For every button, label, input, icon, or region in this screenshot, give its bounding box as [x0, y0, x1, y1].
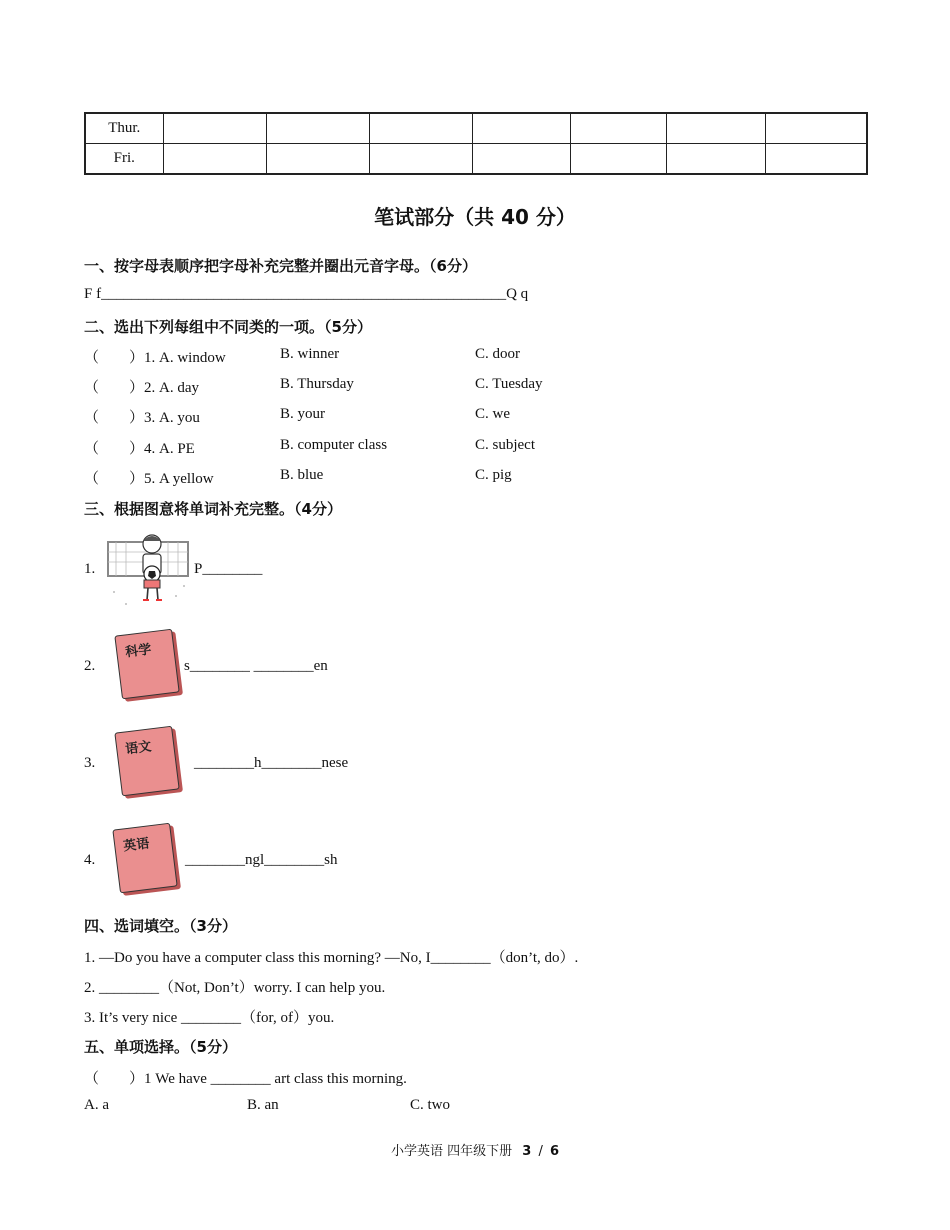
table-row: [85, 113, 867, 144]
option-b: B. blue: [280, 467, 324, 483]
fill-word: ________h________nese: [194, 755, 349, 771]
fill-word: s________ ________en: [184, 658, 328, 674]
option-b: B. winner: [280, 346, 340, 362]
option-c: C. door: [475, 346, 520, 362]
choice-question: （ ）1 We have ________ art class this morning.: [84, 1071, 407, 1087]
option-c: C. subject: [475, 437, 535, 453]
book-label: 科学: [124, 642, 153, 661]
option-b: B. computer class: [280, 437, 388, 453]
question-stem: （ ）2. A. day: [84, 380, 199, 396]
picture-item-number: 1.: [84, 561, 96, 577]
table-cell-day: Fri.: [85, 144, 163, 175]
option-c: C. we: [475, 406, 510, 422]
picture-item-number: 3.: [84, 755, 96, 771]
fill-sentence: 3. It’s very nice ________（for, of）you.: [84, 1010, 335, 1026]
table-cell: [266, 113, 369, 144]
table-cell: [666, 144, 765, 175]
option-b: B. Thursday: [280, 376, 354, 392]
question-stem: （ ）5. A yellow: [84, 471, 214, 487]
option-b: B. an: [247, 1097, 279, 1113]
question-stem: （ ）1. A. window: [84, 350, 226, 366]
table-cell: [765, 113, 867, 144]
picture-item-number: 4.: [84, 852, 96, 868]
option-c: C. Tuesday: [475, 376, 543, 392]
table-cell: [266, 144, 369, 175]
option-c: C. pig: [475, 467, 512, 483]
table-cell: [570, 144, 666, 175]
alphabet-fill-line: F f______________________________________________________Q q: [84, 286, 529, 302]
english-book-icon: [112, 823, 177, 894]
section-3-heading: 三、根据图意将单词补充完整。（4分）: [84, 500, 342, 518]
page-footer: [0, 1140, 950, 1159]
book-label: 英语: [122, 836, 151, 855]
table-cell: [472, 113, 570, 144]
section-4-heading: 四、选词填空。（3分）: [84, 917, 237, 935]
section-5-heading: 五、单项选择。（5分）: [84, 1038, 237, 1056]
football-boy-icon: [106, 530, 192, 608]
table-cell: [369, 113, 472, 144]
page-number: 3: [522, 1144, 532, 1159]
fill-word: ________ngl________sh: [185, 852, 338, 868]
fill-sentence: 2. ________（Not, Don’t）worry. I can help you.: [84, 980, 386, 996]
page-total: 6: [549, 1144, 560, 1159]
book-label: 语文: [124, 739, 153, 758]
table-cell: [570, 113, 666, 144]
page-separator: /: [538, 1144, 543, 1159]
question-stem: （ ）3. A. you: [84, 410, 200, 426]
option-c: C. two: [410, 1097, 451, 1113]
table-cell-day: Thur.: [85, 113, 163, 144]
table-cell: [163, 113, 266, 144]
picture-item-number: 2.: [84, 658, 96, 674]
footer-text: 小学英语 四年级下册: [390, 1144, 513, 1159]
fill-sentence: 1. —Do you have a computer class this morning? —No, I________（don’t, do）.: [84, 950, 579, 966]
schedule-table: [84, 112, 868, 175]
section-2-heading: 二、选出下列每组中不同类的一项。（5分）: [84, 318, 372, 336]
table-cell: [666, 113, 765, 144]
option-b: B. your: [280, 406, 325, 422]
table-cell: [163, 144, 266, 175]
table-cell: [472, 144, 570, 175]
science-book-icon: [114, 629, 179, 700]
section-1-heading: 一、按字母表顺序把字母补充完整并圈出元音字母。（6分）: [84, 257, 477, 275]
page-title: 笔试部分（共 40 分）: [374, 205, 576, 229]
fill-word: P________: [194, 561, 263, 577]
option-a: A. a: [84, 1097, 109, 1113]
table-cell: [369, 144, 472, 175]
table-row: [85, 144, 867, 175]
question-stem: （ ）4. A. PE: [84, 441, 195, 457]
table-cell: [765, 144, 867, 175]
chinese-book-icon: [114, 726, 179, 797]
